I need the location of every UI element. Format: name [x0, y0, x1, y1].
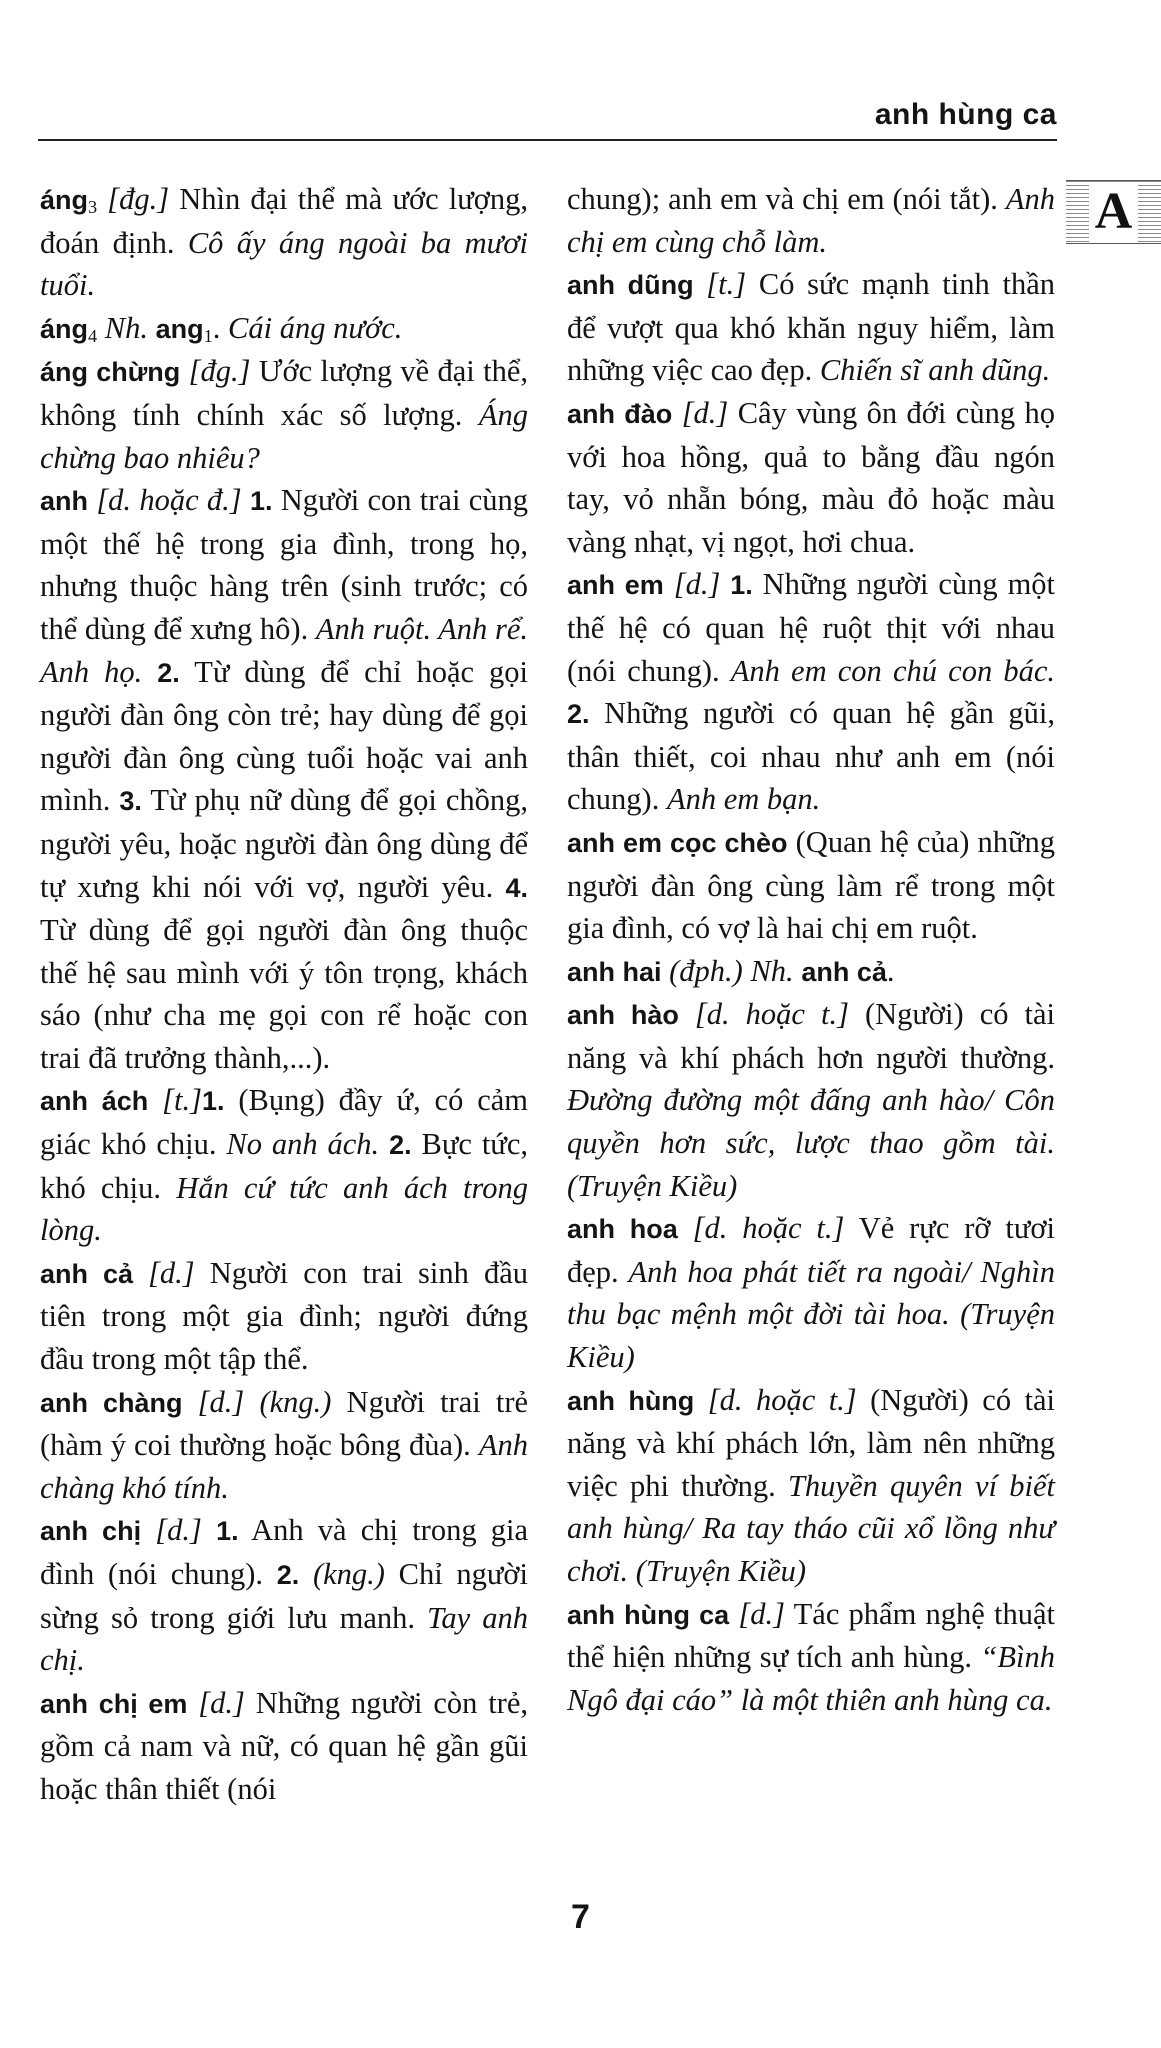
grammar-label: [d. hoặc đ.]	[96, 483, 242, 518]
example: Áng chừng bao nhiêu?	[40, 397, 528, 475]
entry-ang-chung	[40, 350, 528, 479]
grammar-label: [d. hoặc t.]	[694, 997, 849, 1032]
example: Anh chàng khó tính.	[40, 1428, 528, 1505]
definition: (Người) có tài năng và khí phách lớn, làm nên những việc phi thường.	[567, 1382, 1056, 1503]
grammar-label: [d.]	[681, 395, 729, 430]
grammar-label: [d.]	[155, 1513, 202, 1548]
headword: anh hùng	[567, 1385, 695, 1416]
sense-number: 1.	[216, 1516, 239, 1547]
entry-anh-ach	[40, 1079, 528, 1251]
entry-ang-3	[40, 178, 528, 307]
sense-number: 2.	[389, 1130, 412, 1161]
example: Anh ruột. Anh rể. Anh họ.	[40, 611, 528, 689]
headword: anh hào	[567, 1000, 679, 1031]
entry-anh-hung-ca	[567, 1593, 1055, 1722]
headword: anh ách	[40, 1086, 149, 1117]
definition: (Bụng) đầy ứ, có cảm giác khó chịu.	[40, 1083, 529, 1162]
cross-reference: anh cả	[801, 956, 887, 987]
definition: (Người) có tài năng và khí phách hơn người thường.	[567, 997, 1055, 1075]
entry-anh-dung	[567, 263, 1055, 392]
headword: anh đào	[567, 398, 673, 429]
headword: anh em cọc chèo	[567, 827, 788, 858]
definition: chung); anh em và chị em (nói tắt).	[567, 182, 1006, 216]
headword: anh hoa	[567, 1214, 678, 1245]
definition: Tác phẩm nghệ thuật thể hiện những sự tích anh hùng.	[567, 1596, 1055, 1675]
definition: Những người có quan hệ gần gũi, thân thiết, coi nhau như anh em (nói chung).	[567, 696, 1055, 817]
headword: anh hai	[567, 956, 662, 987]
entry-anh-chi-em	[40, 1682, 528, 1811]
definition: Anh và chị trong gia đình (nói chung).	[40, 1513, 529, 1591]
running-head: anh hùng ca	[874, 98, 1057, 131]
entry-anh-chi-em-continued	[567, 178, 1055, 263]
entry-anh-hao	[567, 993, 1055, 1207]
sense-number: 2.	[276, 1560, 300, 1590]
grammar-label: [d.]	[673, 567, 721, 602]
entry-anh	[40, 479, 528, 1079]
page-number: 7	[571, 1898, 590, 1936]
entry-anh-dao	[567, 392, 1055, 563]
example: Tay anh chị.	[40, 1600, 529, 1678]
definition: Có sức mạnh tinh thần để vượt qua khó khăn nguy hiểm, làm những việc cao đẹp.	[567, 267, 1055, 388]
example: Anh em con chú con bác.	[730, 653, 1056, 688]
entry-anh-em	[567, 563, 1055, 821]
entry-anh-hoa	[567, 1207, 1055, 1378]
cross-reference-index: 1	[203, 325, 213, 346]
definition: Ước lượng về đại thể, không tính chính xác số lượng.	[40, 354, 528, 432]
grammar-label: [d. hoặc t.]	[692, 1211, 845, 1246]
headword: anh em	[567, 570, 664, 601]
example: “Bình Ngô đại cáo” là một thiên anh hùng ca.	[567, 1640, 1055, 1717]
headword: anh hùng ca	[567, 1599, 730, 1630]
entry-anh-ca	[40, 1252, 528, 1381]
headword: anh chị em	[40, 1688, 188, 1719]
headword: anh	[40, 486, 89, 517]
left-column	[40, 178, 528, 1811]
sense-number: 4.	[505, 872, 528, 903]
grammar-label: [d.]	[197, 1384, 245, 1419]
sense-number: 2.	[157, 657, 180, 688]
example: Chiến sĩ anh dũng.	[819, 353, 1051, 388]
example: Hắn cứ tức anh ách trong lòng.	[40, 1170, 529, 1248]
grammar-label: [d.]	[198, 1685, 245, 1720]
example: Cái áng nước.	[228, 310, 403, 345]
header-rule	[38, 139, 1057, 141]
sense-number: 1.	[730, 570, 753, 601]
homonym-index: 4	[88, 325, 98, 346]
definition: .	[212, 310, 229, 345]
definition: Người trai trẻ (hàm ý coi thường hoặc bông đùa).	[40, 1384, 529, 1463]
entry-anh-hung	[567, 1379, 1055, 1593]
example: Anh chị em cùng chỗ làm.	[567, 182, 1055, 259]
definition: Chỉ người sừng sỏ trong giới lưu manh.	[40, 1557, 529, 1635]
grammar-label: [t.]	[706, 267, 747, 302]
grammar-label: [t.]	[162, 1083, 202, 1118]
headword: áng	[40, 313, 89, 344]
grammar-label: [d. hoặc t.]	[707, 1382, 857, 1417]
sense-number: 3.	[119, 786, 142, 817]
right-column	[567, 178, 1055, 1721]
example: Thuyền quyên ví biết anh hùng/ Ra tay tháo cũi xổ lồng như chơi. (Truyện Kiều)	[567, 1468, 1056, 1588]
grammar-label: [d.]	[738, 1596, 785, 1631]
entry-anh-chi	[40, 1509, 528, 1681]
headword: anh dũng	[567, 270, 694, 301]
sense-number: 2.	[567, 699, 590, 730]
grammar-label: [đg.]	[107, 182, 170, 216]
headword: áng chừng	[40, 357, 181, 388]
grammar-label: (đph.) Nh.	[669, 953, 794, 988]
example: Anh hoa phát tiết ra ngoài/ Nghìn thu bạc mệnh một đời tài hoa. (Truyện Kiều)	[567, 1254, 1055, 1375]
definition: Từ dùng để chỉ hoặc gọi người đàn ông còn trẻ; hay dùng để gọi người đàn ông cùng tuổi hoặc vai anh mình.	[40, 654, 528, 818]
definition: Từ dùng để gọi người đàn ông thuộc thế hệ sau mình với ý tôn trọng, khách sáo (như cha mẹ gọi con rể hoặc con trai đã trưởng thành,...).	[40, 913, 528, 1075]
definition: Vẻ rực rỡ tươi đẹp.	[567, 1211, 1056, 1289]
example: Cô ấy áng ngoài ba mươi tuổi.	[40, 225, 528, 303]
entry-anh-hai	[567, 950, 1055, 994]
usage-label: (kng.)	[259, 1384, 332, 1419]
thumb-index-letter: A	[1089, 182, 1139, 242]
entry-ang-4	[40, 307, 528, 351]
grammar-label: [d.]	[148, 1255, 195, 1290]
grammar-label: Nh.	[104, 310, 148, 345]
definition: Nhìn đại thể mà ước lượng, đoán định.	[40, 182, 528, 260]
definition: Cây vùng ôn đới cùng họ với hoa hồng, quả to bằng đầu ngón tay, vỏ nhẵn bóng, màu đỏ hoặc màu vàng nhạt, vị ngọt, hơi chua.	[567, 395, 1055, 559]
definition: (Quan hệ của) những người đàn ông cùng làm rể trong một gia đình, có vợ là hai chị em ruột.	[567, 824, 1055, 946]
headword: anh chị	[40, 1516, 142, 1547]
homonym-index: 3	[88, 197, 98, 217]
definition: Bực tức, khó chịu.	[40, 1127, 528, 1205]
cross-reference: ang	[155, 313, 204, 344]
sense-number: 1.	[201, 1086, 225, 1117]
definition: Những người còn trẻ, gồm cả nam và nữ, có quan hệ gần gũi hoặc thân thiết (nói	[40, 1685, 528, 1806]
sense-number: 1.	[249, 486, 273, 517]
definition: Từ phụ nữ dùng để gọi chồng, người yêu, hoặc người đàn ông dùng để tự xưng khi nói với vợ, người yêu.	[40, 783, 528, 904]
example: Anh em bạn.	[666, 782, 821, 817]
entry-anh-em-coc-cheo	[567, 821, 1055, 950]
example: Đường đường một đấng anh hào/ Côn quyền hơn sức, lược thao gồm tài. (Truyện Kiều)	[567, 1083, 1055, 1203]
headword: áng	[40, 185, 89, 215]
definition: Người con trai cùng một thế hệ trong gia đình, trong họ, nhưng thuộc hàng trên (sinh trước; có thể dùng để xưng hô).	[40, 483, 529, 646]
usage-label: (kng.)	[312, 1557, 385, 1591]
example: No anh ách.	[226, 1127, 380, 1162]
grammar-label: [đg.]	[188, 354, 251, 389]
letter-thumb-index	[1066, 180, 1161, 244]
entry-anh-chang	[40, 1381, 528, 1510]
definition: Người con trai sinh đầu tiên trong một gia đình; người đứng đầu trong một tập thể.	[40, 1255, 528, 1377]
headword: anh cả	[40, 1258, 133, 1289]
definition: Những người cùng một thế hệ có quan hệ ruột thịt với nhau (nói chung).	[567, 567, 1056, 688]
definition: .	[886, 953, 895, 988]
headword: anh chàng	[40, 1387, 183, 1418]
